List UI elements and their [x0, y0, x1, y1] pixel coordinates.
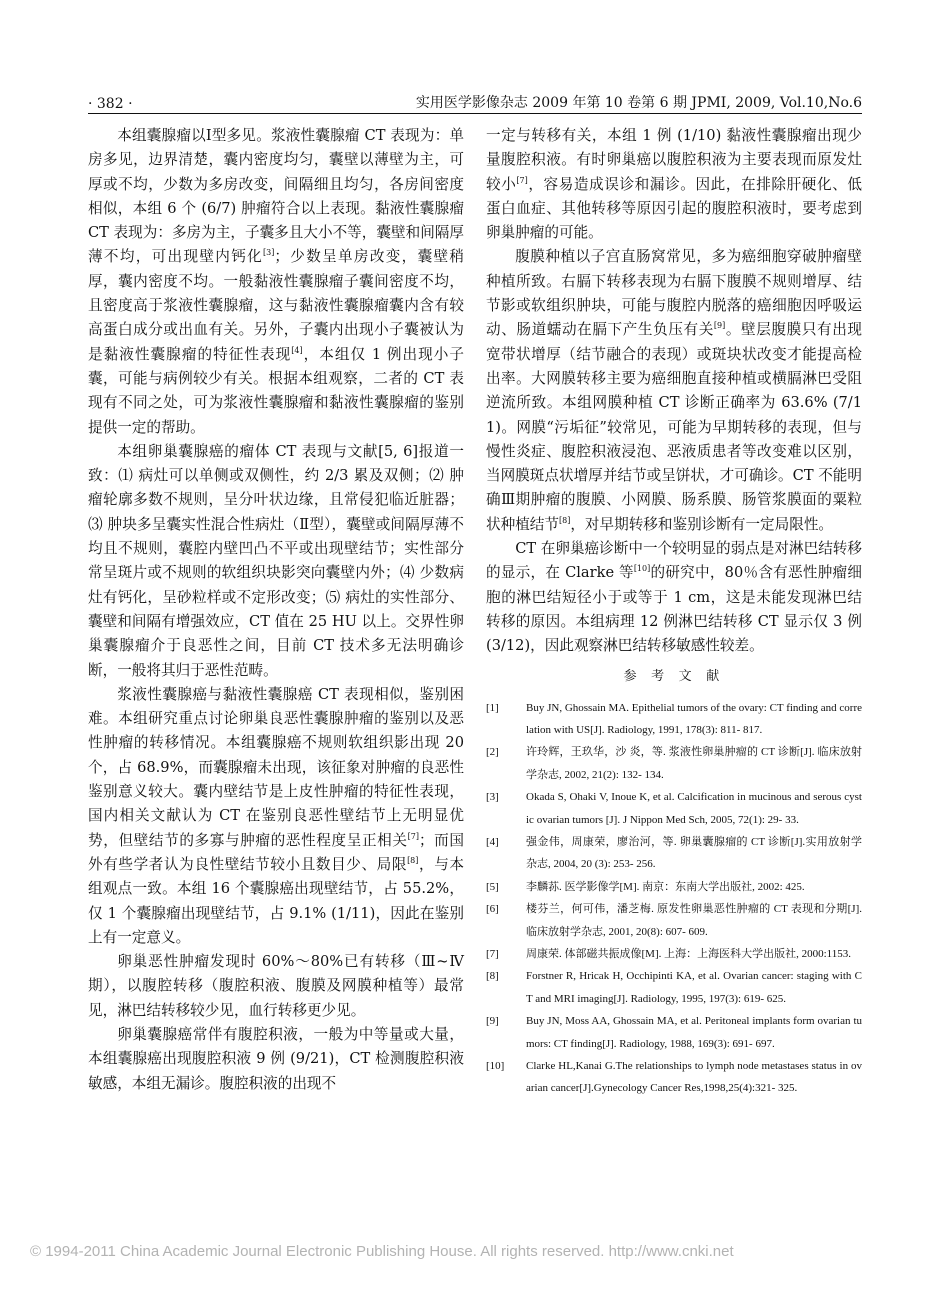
- references-heading: 参 考 文 献: [623, 668, 725, 684]
- reference-item: [8] Forstner R, Hricak H, Occhipinti KA, et al. Ovarian cancer: staging with CT and MRI imaging[J]. Radiology, 1995, 197(3): 619- 625.: [486, 970, 862, 1005]
- paragraph-ascites: 卵巢囊腺癌常伴有腹腔积液，一般为中等量或大量，本组囊腺癌出现腹腔积液 9 例 (9/21)，CT 检测腹腔积液敏感，本组无漏诊。腹腔积液的出现不: [88, 1025, 464, 1092]
- reference-list: [486, 697, 862, 1100]
- reference-item: [4] 强金伟，周康荣，廖治河，等. 卵巢囊腺瘤的 CT 诊断[J].实用放射学杂志, 2004, 20 (3): 253- 256.: [486, 835, 862, 871]
- citation: [7]: [407, 831, 419, 841]
- running-head: 实用医学影像杂志 2009 年第 10 卷第 6 期 JPMI, 2009, Vol.10,No.6: [415, 95, 862, 111]
- paragraph-metastasis: 卵巢恶性肿瘤发现时 60%～80%已有转移（Ⅲ~Ⅳ期），以腹腔转移（腹腔积液、腹膜及网膜种植等）最常见，淋巴结转移较少见，血行转移更少见。: [88, 953, 464, 1019]
- citation: [10]: [633, 564, 651, 574]
- citation: [4]: [291, 345, 303, 355]
- reference-item: [10] Clarke HL,Kanai G.The relationships to lymph node metastases status in ovarian cancer[J].Gynecology Cancer Res,1998,25(4):321- 325.: [486, 1060, 862, 1095]
- reference-item: [5] 李麟荪. 医学影像学[M]. 南京：东南大学出版社, 2002: 425.: [486, 880, 805, 893]
- left-column: [88, 124, 464, 1096]
- citation: [8]: [558, 515, 571, 525]
- reference-item: [2] 许玲辉，王玖华，沙 炎，等. 浆液性卵巢肿瘤的 CT 诊断[J]. 临床放射学杂志, 2002, 21(2): 132- 134.: [486, 746, 862, 781]
- paragraph-peritoneal-implant: 腹膜种植以子宫直肠窝常见，多为癌细胞穿破肿瘤壁种植所致。右膈下转移表现为右膈下腹膜不规则增厚、结节影或软组织肿块，可能与腹腔内脱落的癌细胞因呼吸运动、肠道蠕动在膈下产生负压有关[9]。壁层腹膜只有出现宽带状增厚（结节融合的表现）或斑块状改变才能提高检出率。大网膜转移主要为癌细胞直接种植或横膈淋巴受阻逆流所致。本组网膜种植 CT 诊断正确率为 63.6% (7/11)。网膜“污垢征”较常见，可能为早期转移的表现，但与慢性炎症、腹腔积液浸泡、恶液质患者等改变难以区别，当网膜斑点状增厚并结节或呈饼状，才可确诊。CT 不能明确Ⅲ期肿瘤的腹膜、小网膜、肠系膜、肠管浆膜面的粟粒状种植结节[8]，对早期转移和鉴别诊断有一定局限性。: [486, 248, 862, 533]
- citation: [9]: [713, 321, 726, 331]
- right-column: [486, 124, 862, 1100]
- citation: [3]: [263, 248, 275, 258]
- page-number: · 382 ·: [88, 96, 133, 112]
- paragraph-differential-diagnosis: 浆液性囊腺癌与黏液性囊腺癌 CT 表现相似，鉴别困难。本组研究重点讨论卵巢良恶性囊腺肿瘤的鉴别以及恶性肿瘤的转移情况。本组囊腺癌不规则软组织影出现 20 个，占 68.9%，而囊腺瘤未出现，该征象对肿瘤的良恶性鉴别意义较大。囊内壁结节是上皮性肿瘤的特征性表现，国内相关文献认为 CT 在鉴别良恶性壁结节上无明显优势，但壁结节的多寡与肿瘤的恶性程度呈正相关[7]；而国外有些学者认为良性壁结节较小且数目少、局限[8]，与本组观点一致。本组 16 个囊腺癌出现壁结节，占 55.2%，仅 1 个囊腺瘤出现壁结节，占 9.1% (1/11)，因此在鉴别上有一定意义。: [88, 685, 464, 946]
- paragraph-cystadenoma-ct: 本组囊腺瘤以Ⅰ型多见。浆液性囊腺瘤 CT 表现为：单房多见，边界清楚，囊内密度均匀，囊壁以薄壁为主，可厚或不均，少数为多房改变，间隔细且均匀，各房间密度相似，本组 6 个 (6/7) 肿瘤符合以上表现。黏液性囊腺瘤 CT 表现为：多房为主，子囊多且大小不等，囊壁和间隔厚薄不均，可出现壁内钙化[3]；少数呈单房改变，囊壁稍厚，囊内密度不均。一般黏液性囊腺瘤子囊间密度不均，且密度高于浆液性囊腺瘤，这与黏液性囊腺瘤囊内含有较高蛋白成分或出血有关。另外，子囊内出现小子囊被认为是黏液性囊腺瘤的特征性表现[4]，本组仅 1 例出现小子囊，可能与病例较少有关。根据本组观察，二者的 CT 表现有不同之处，可为浆液性囊腺瘤和黏液性囊腺瘤的鉴别提供一定的帮助。: [88, 127, 464, 436]
- paragraph-lymph-node: CT 在卵巢癌诊断中一个较明显的弱点是对淋巴结转移的显示，在 Clarke 等[10]的研究中，80％含有恶性肿瘤细胞的淋巴结短径小于或等于 1 cm，这是未能发现淋巴结转移的原因。本组病理 12 例淋巴结转移 CT 显示仅 3 例 (3/12)，因此观察淋巴结转移敏感性较差。: [486, 540, 862, 655]
- reference-item: [6] 楼芬兰，何可伟，潘芝梅. 原发性卵巢恶性肿瘤的 CT 表现和分期[J]. 临床放射学杂志, 2001, 20(8): 607- 609.: [486, 903, 862, 938]
- paragraph-ascites-continued: 一定与转移有关，本组 1 例 (1/10) 黏液性囊腺瘤出现少量腹腔积液。有时卵巢癌以腹腔积液为主要表现而原发灶较小[7]，容易造成误诊和漏诊。因此，在排除肝硬化、低蛋白血症、其他转移等原因引起的腹腔积液时，要考虑到卵巢肿瘤的可能。: [486, 127, 862, 242]
- citation: [7]: [516, 175, 528, 185]
- paragraph-cystadenocarcinoma-ct: 本组卵巢囊腺癌的瘤体 CT 表现与文献[5, 6]报道一致：⑴ 病灶可以单侧或双侧性，约 2/3 累及双侧；⑵ 肿瘤轮廓多数不规则，呈分叶状边缘，且常侵犯临近脏器；⑶ 肿块多呈囊实性混合性病灶（Ⅱ型），囊壁或间隔厚薄不均且不规则，囊腔内壁凹凸不平或出现壁结节；实性部分常呈斑片或不规则的软组织块影突向囊壁内外；⑷ 少数病灶有钙化，呈砂粒样或不定形改变；⑸ 病灶的实性部分、囊壁和间隔有增强效应，CT 值在 25 HU 以上。交界性卵巢囊腺瘤介于良恶性之间，目前 CT 技术多无法明确诊断，一般将其归于恶性范畴。: [88, 442, 464, 679]
- reference-item: [9] Buy JN, Moss AA, Ghossain MA, et al. Peritoneal implants form ovarian tumors: CT finding[J]. Radiology, 1988, 169(3): 691- 697.: [486, 1015, 862, 1050]
- citation: [8]: [407, 856, 419, 866]
- header-rule: [88, 113, 862, 114]
- reference-item: [1] Buy JN, Ghossain MA. Epithelial tumors of the ovary: CT finding and correlation with US[J]. Radiology, 1991, 178(3): 811- 817.: [486, 701, 862, 736]
- reference-item: [7] 周康荣. 体部磁共振成像[M]. 上海：上海医科大学出版社, 2000:1153.: [486, 948, 852, 960]
- reference-item: [3] Okada S, Ohaki V, Inoue K, et al. Calcification in mucinous and serous cystic ovarian tumors [J]. J Nippon Med Sch, 2005, 72(1): 29- 33.: [486, 791, 862, 826]
- copyright-footer: © 1994-2011 China Academic Journal Electronic Publishing House. All rights reserved. http://www.cnki.net: [30, 1243, 734, 1260]
